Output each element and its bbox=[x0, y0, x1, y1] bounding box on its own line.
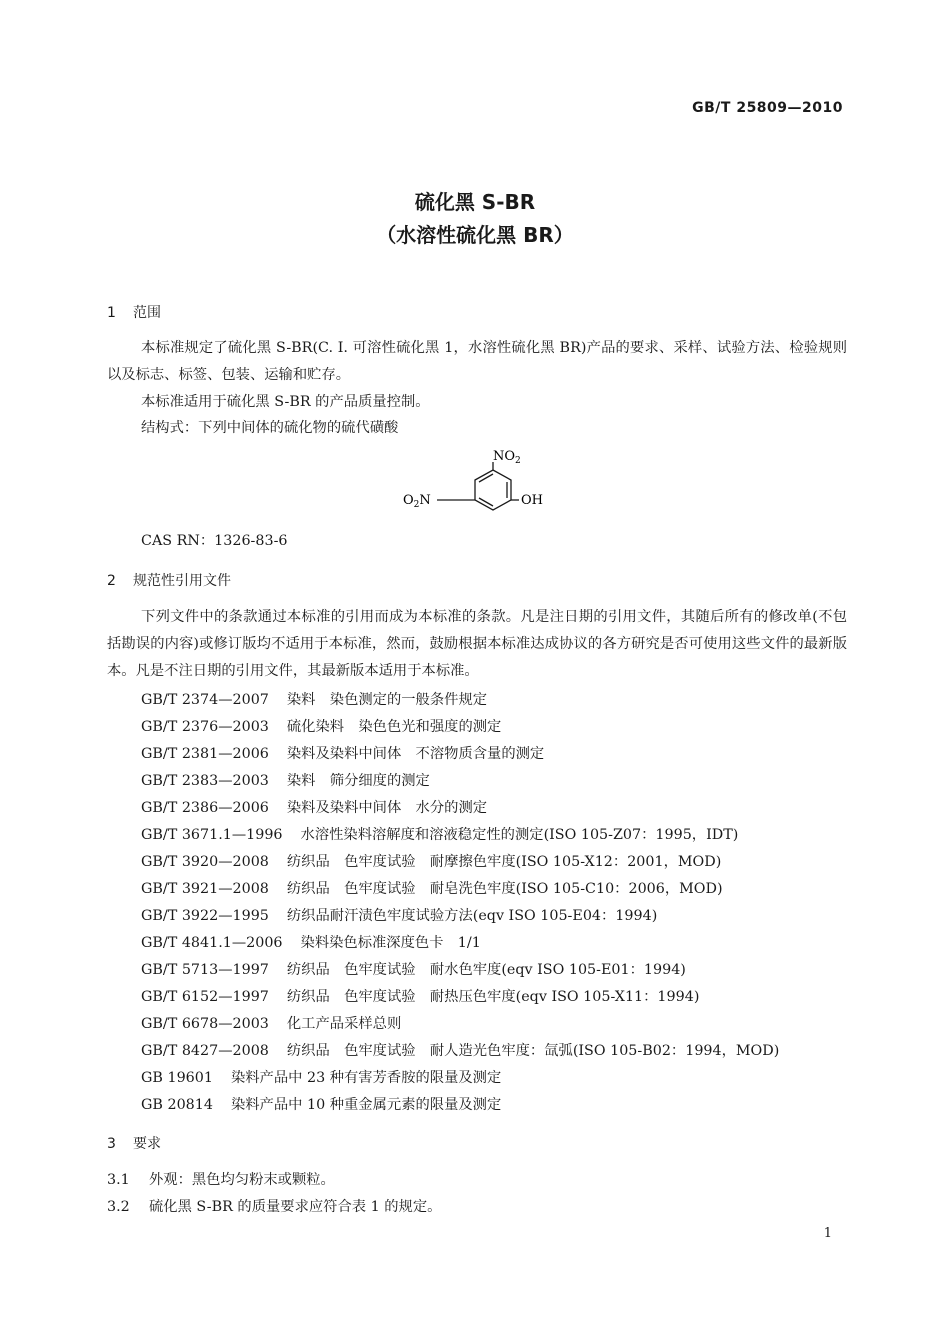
reference-code: GB/T 3922—1995 bbox=[141, 908, 269, 924]
oh-label: OH bbox=[521, 493, 543, 508]
reference-code: GB/T 2376—2003 bbox=[141, 719, 269, 735]
reference-code: GB/T 2374—2007 bbox=[141, 692, 269, 708]
reference-code: GB/T 4841.1—2006 bbox=[141, 935, 283, 951]
reference-code: GB/T 3671.1—1996 bbox=[141, 827, 283, 843]
document-subtitle: （水溶性硫化黑 BR） bbox=[376, 223, 574, 247]
reference-code: GB/T 2386—2006 bbox=[141, 800, 269, 816]
section-number: 3 bbox=[107, 1136, 116, 1152]
reference-item bbox=[141, 743, 544, 763]
reference-title: 染料产品中 10 种重金属元素的限量及测定 bbox=[230, 1097, 502, 1113]
reference-item bbox=[141, 797, 487, 817]
item-number: 3.2 bbox=[107, 1199, 130, 1215]
reference-item bbox=[141, 878, 723, 898]
reference-item bbox=[141, 716, 501, 736]
reference-item bbox=[141, 770, 430, 790]
reference-item bbox=[141, 1040, 779, 1060]
reference-code: GB/T 6152—1997 bbox=[141, 989, 269, 1005]
requirement-item bbox=[107, 1196, 441, 1216]
section-number: 1 bbox=[107, 305, 116, 321]
reference-item bbox=[141, 1094, 501, 1114]
reference-title: 纺织品耐汗渍色牢度试验方法(eqv ISO 105-E04：1994) bbox=[286, 908, 658, 924]
requirement-item bbox=[107, 1169, 335, 1189]
item-number: 3.1 bbox=[107, 1172, 130, 1188]
structural-formula bbox=[395, 440, 555, 530]
reference-title: 水溶性染料溶解度和溶液稳定性的测定(ISO 105-Z07：1995，IDT) bbox=[300, 827, 739, 843]
reference-title: 硫化染料 染色色光和强度的测定 bbox=[286, 719, 502, 735]
section-title: 规范性引用文件 bbox=[133, 573, 231, 589]
reference-code: GB 20814 bbox=[141, 1097, 213, 1113]
reference-title: 化工产品采样总则 bbox=[286, 1016, 402, 1032]
benzene-ring bbox=[437, 462, 519, 510]
reference-title: 纺织品 色牢度试验 耐摩擦色牢度(ISO 105-X12：2001，MOD) bbox=[286, 854, 722, 870]
reference-code: GB/T 8427—2008 bbox=[141, 1043, 269, 1059]
document-title: 硫化黑 S-BR bbox=[414, 190, 536, 214]
reference-code: GB 19601 bbox=[141, 1070, 213, 1086]
reference-title: 纺织品 色牢度试验 耐皂洗色牢度(ISO 105-C10：2006，MOD) bbox=[286, 881, 723, 897]
section-title: 要求 bbox=[133, 1136, 161, 1152]
item-text: 外观：黑色均匀粉末或颗粒。 bbox=[149, 1172, 335, 1188]
reference-item bbox=[141, 932, 481, 952]
reference-title: 染料染色标准深度色卡 1/1 bbox=[300, 935, 481, 951]
structure-label: 结构式：下列中间体的硫化物的硫代磺酸 bbox=[141, 420, 399, 436]
reference-title: 染料产品中 23 种有害芳香胺的限量及测定 bbox=[230, 1070, 502, 1086]
reference-item bbox=[141, 689, 487, 709]
reference-item bbox=[141, 851, 721, 871]
standard-code: GB/T 25809—2010 bbox=[692, 100, 843, 116]
section-number: 2 bbox=[107, 573, 116, 589]
no2-top-label: $NO_2$ bbox=[493, 449, 521, 466]
reference-title: 纺织品 色牢度试验 耐人造光色牢度：氙弧(ISO 105-B02：1994，MOD) bbox=[286, 1043, 780, 1059]
page-number: 1 bbox=[823, 1226, 832, 1241]
reference-item bbox=[141, 1013, 401, 1033]
reference-item bbox=[141, 1067, 501, 1087]
section-1-paragraph-2: 本标准适用于硫化黑 S-BR 的产品质量控制。 bbox=[141, 394, 430, 410]
reference-item bbox=[141, 959, 686, 979]
reference-code: GB/T 2381—2006 bbox=[141, 746, 269, 762]
reference-title: 纺织品 色牢度试验 耐水色牢度(eqv ISO 105-E01：1994) bbox=[286, 962, 686, 978]
no2-left-label: $O_2N$ bbox=[403, 493, 431, 510]
reference-code: GB/T 3920—2008 bbox=[141, 854, 269, 870]
section-1-paragraph-1: 本标准规定了硫化黑 S-BR(C. I. 可溶性硫化黑 1，水溶性硫化黑 BR)产品的要求、采样、试验方法、检验规则以及标志、标签、包装、运输和贮存。 bbox=[107, 340, 847, 383]
reference-item bbox=[141, 905, 657, 925]
ring-double-bond bbox=[479, 474, 493, 482]
ring-double-bond bbox=[479, 498, 493, 506]
reference-title: 纺织品 色牢度试验 耐热压色牢度(eqv ISO 105-X11：1994) bbox=[286, 989, 700, 1005]
reference-code: GB/T 6678—2003 bbox=[141, 1016, 269, 1032]
reference-code: GB/T 5713—1997 bbox=[141, 962, 269, 978]
ring-outline bbox=[475, 470, 511, 510]
reference-item bbox=[141, 824, 738, 844]
reference-code: GB/T 3921—2008 bbox=[141, 881, 269, 897]
reference-item bbox=[141, 986, 699, 1006]
reference-title: 染料及染料中间体 水分的测定 bbox=[286, 800, 488, 816]
section-2-heading bbox=[107, 570, 231, 590]
section-1-heading bbox=[107, 302, 161, 322]
section-3-heading bbox=[107, 1133, 161, 1153]
reference-title: 染料及染料中间体 不溶物质含量的测定 bbox=[286, 746, 545, 762]
section-2-intro: 下列文件中的条款通过本标准的引用而成为本标准的条款。凡是注日期的引用文件，其随后所有的修改单(不包括勘误的内容)或修订版均不适用于本标准，然而，鼓励根据本标准达成协议的各方研究是否可使用这些文件的最新版本。凡是不注日期的引用文件，其最新版本适用于本标准。 bbox=[107, 609, 847, 679]
cas-number: CAS RN：1326-83-6 bbox=[141, 533, 288, 549]
item-text: 硫化黑 S-BR 的质量要求应符合表 1 的规定。 bbox=[149, 1199, 442, 1215]
reference-code: GB/T 2383—2003 bbox=[141, 773, 269, 789]
reference-title: 染料 染色测定的一般条件规定 bbox=[286, 692, 488, 708]
section-title: 范围 bbox=[133, 305, 161, 321]
reference-title: 染料 筛分细度的测定 bbox=[286, 773, 430, 789]
